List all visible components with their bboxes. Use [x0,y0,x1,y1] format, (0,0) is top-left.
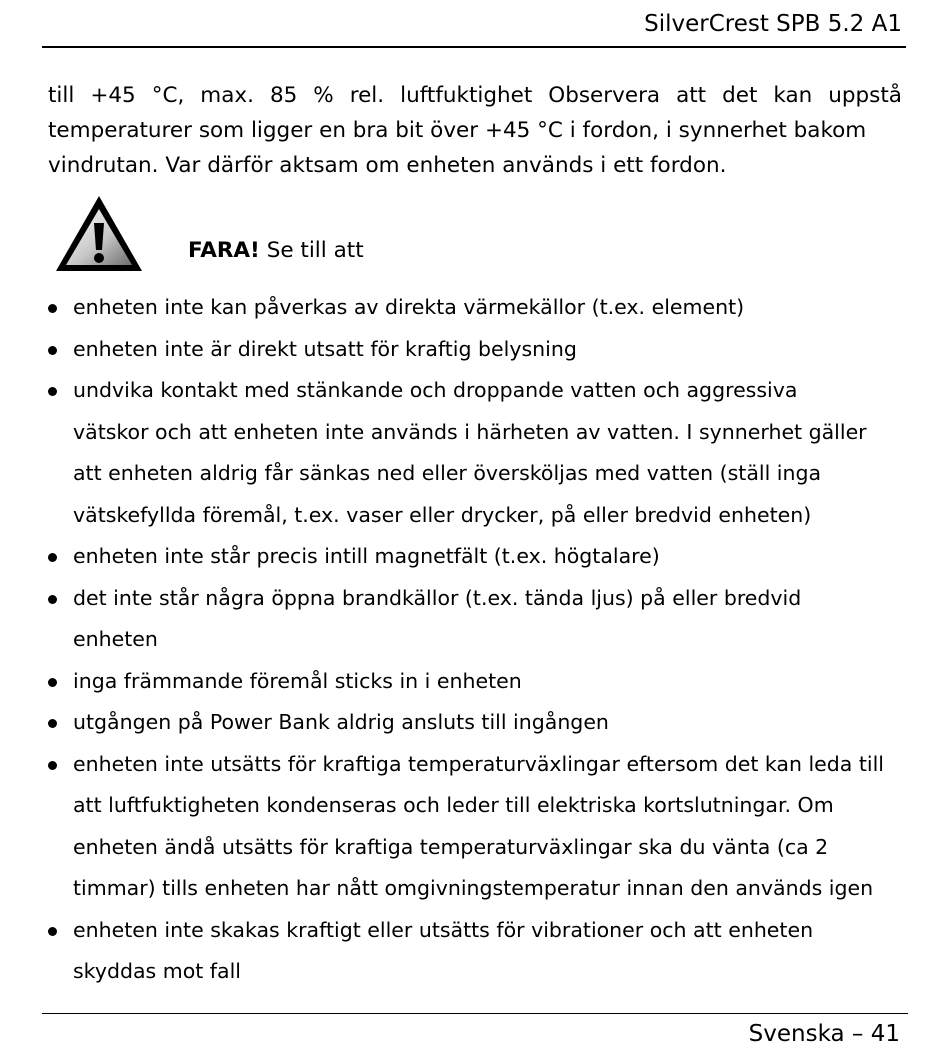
list-item [48,370,908,536]
list-item-line: enheten [73,627,158,651]
bullet-icon [48,387,57,396]
bullet-icon [48,678,57,687]
intro-paragraph-last-line: vindrutan. Var därför aktsam om enheten används i ett fordon. [48,153,727,178]
list-item [48,744,908,910]
list-item-line: enheten inte är direkt utsatt för kraftig belysning [73,336,577,361]
bullet-icon [48,927,57,936]
bullet-icon [48,553,57,562]
list-item-line: enheten inte står precis intill magnetfält (t.ex. högtalare) [73,544,660,568]
bullet-icon [48,304,57,313]
list-item-line: att luftfuktigheten kondenseras och leder till elektriska kortslutningar. Om [73,793,834,817]
bullet-icon [48,346,57,355]
page-number: Svenska – 41 [748,1021,900,1047]
page-header [42,6,906,48]
list-item-line: enheten inte kan påverkas av direkta värmekällor (t.ex. element) [73,295,745,319]
list-item-line: att enheten aldrig får sänkas ned eller översköljas med vatten (ställ inga [73,461,822,485]
warning-heading [188,234,364,268]
header-title: SilverCrest SPB 5.2 A1 [644,11,902,37]
list-item [48,578,908,661]
list-item-line: det inte står några öppna brandkällor (t.ex. tända ljus) på eller bredvid [73,585,802,610]
list-item [48,536,908,578]
warning-text: Se till att [259,238,364,263]
list-item-line: enheten inte utsätts för kraftiga temperaturväxlingar eftersom det kan leda till [73,751,884,776]
list-item-line: vätskor och att enheten inte används i härheten av vatten. I synnerhet gäller [73,419,867,444]
list-item [48,329,908,371]
warning-label: FARA! [188,238,260,263]
list-item-line: utgången på Power Bank aldrig ansluts till ingången [73,710,609,734]
list-item-line: vätskefyllda föremål, t.ex. vaser eller drycker, på eller bredvid enheten) [73,502,812,527]
list-item [48,287,908,329]
list-item [48,910,908,993]
list-item [48,661,908,703]
list-item-line: enheten ändå utsätts för kraftiga temperaturväxlingar ska du vänta (ca 2 [73,834,829,859]
footer-divider [42,1013,908,1014]
warning-triangle-icon [52,192,146,276]
intro-paragraph: till +45 °C, max. 85 % rel. luftfuktighet Observera att det kan uppstå temperaturer som ligger en bra bit över +45 °C i fordon, i synnerhet bakom [48,83,902,143]
list-item-line: enheten inte skakas kraftigt eller utsätts för vibrationer och att enheten [73,917,814,942]
bullet-icon [48,719,57,728]
bullet-icon [48,761,57,770]
list-item-line: undvika kontakt med stänkande och droppande vatten och aggressiva [73,378,798,402]
bullet-icon [48,595,57,604]
list-item-line: skyddas mot fall [73,959,241,983]
safety-bullet-list [48,287,908,993]
list-item-line: inga främmande föremål sticks in i enheten [73,668,522,693]
list-item-line: timmar) tills enheten har nått omgivningstemperatur innan den används igen [73,876,874,900]
list-item [48,702,908,744]
